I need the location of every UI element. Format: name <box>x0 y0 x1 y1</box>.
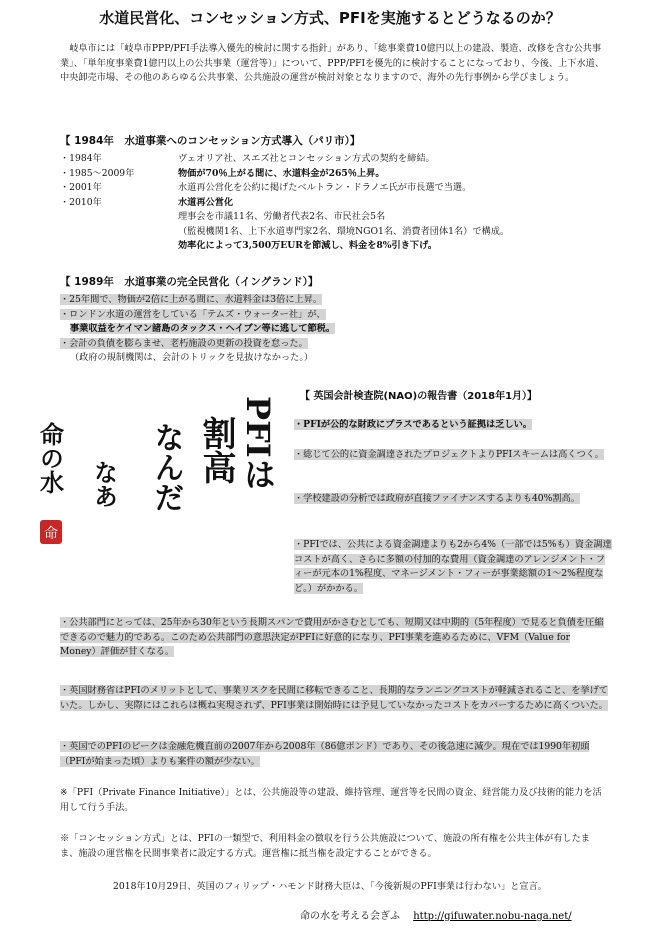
calligraphy-image <box>16 382 284 582</box>
website-link[interactable]: http://gifuwater.nobu-naga.net/ <box>413 911 572 922</box>
page-title: 水道民営化、コンセッション方式、PFIを実施するとどうなるのか？ <box>99 9 561 27</box>
timeline-sub-line: （監視機関1名、上下水道専門家2名、環境NGO1名、消費者団体1名）で構成。 <box>178 225 510 237</box>
organization-signature <box>300 910 572 925</box>
calligraphy-text: なんだ <box>148 422 184 512</box>
timeline-text: 物価が70％上がる間に、水道料金が265％上昇。 <box>178 167 385 179</box>
calligraphy-text: 命の水 <box>35 422 65 494</box>
concession-note: ※「コンセッション方式」とは、PFIの一類型で、利用料金の徴収を行う公共施設について、施設の所有権を公共主体が有したまま、施設の運営権を民間事業者に設定する方式。運営権に抵当権を設定することができる。 <box>60 833 590 859</box>
list-item: （政府の規制機関は、会計のトリックを見抜けなかった。） <box>70 352 314 363</box>
timeline-sub-line: 効率化によって3,500万EURを節減し、料金を8%引き下げ。 <box>178 240 438 251</box>
timeline-text: 水道再公営化を公約に掲げたベルトラン・ドラノエ氏が市長選で当選。 <box>178 182 472 193</box>
calligraphy-text: 割高 <box>196 416 236 484</box>
timeline-year: ・2001年 <box>60 182 102 193</box>
public-sector-paragraph: ・公共部門にとっては、25年から30年という長期スパンで費用がかさむとしても、短期又は中期的（5年程度）で見ると負債を圧縮できるので魅力的である。このため公共部門の意思決定がPFIに好意的になり、PFI事業を進めるために、VFM（Value for Money）評価が甘くなる。 <box>60 617 604 657</box>
paris-timeline <box>60 152 620 254</box>
nao-point: ・総じて公的に資金調達されたプロジェクトよりPFIスキームは高くつく。 <box>294 449 604 460</box>
timeline-sub-line: 理事会を市議11名、労働者代表2名、市民社会5名 <box>178 211 386 222</box>
calligraphy-text: なあ <box>89 460 119 508</box>
paris-heading: 【 1984年 水道事業へのコンセッション方式導入（パリ市）】 <box>60 135 361 147</box>
timeline-row <box>60 167 620 182</box>
nao-point: ・PFIでは、公共による資金調達よりも2から4%（一部では5%も）資金調達コストが高く、さらに多額の付加的な費用（資金調達のアレンジメント・フィーが元本の1%程度、マネージメント・フィーが事業総額の1～2%程度など。）がかかる。 <box>294 539 612 594</box>
list-item: ・会計の負債を膨らませ、老朽施設の更新の投資を怠った。 <box>60 337 308 349</box>
england-list <box>60 293 440 366</box>
england-heading: 【 1989年 水道事業の完全民営化（イングランド）】 <box>60 276 319 288</box>
timeline-row <box>60 152 620 167</box>
footer-date-line: 2018年10月29日、英国のフィリップ・ハモンド財務大臣は、「今後新規のPFI事業は行わない」と宣言。 <box>113 881 547 892</box>
list-item: ・ロンドン水道の運営をしている「テムズ・ウォーター社」が、 <box>60 308 326 320</box>
seal-text: 命 <box>44 526 58 542</box>
timeline-row <box>60 181 620 196</box>
intro-paragraph: 岐阜市には「岐阜市PPP/PFI手法導入優先的検討に関する指針」があり、「総事業費10億円以上の建設、製造、改修を含む公共事業」、「単年度事業費1億円以上の公共事業（運営等）」について、PPP/PFIを優先的に検討することになっており、今後、上下水道、中央卸売市場、その他のあらゆる公共事業、公共施設の運営が検討対象となりますので、海外の先行事例から学びましょう。 <box>60 43 605 83</box>
list-item: ・25年間で、物価が2倍に上がる間に、水道料金は3倍に上昇。 <box>60 294 323 305</box>
timeline-row <box>60 196 620 211</box>
timeline-text: 水道再公営化 <box>178 196 234 208</box>
nao-point: ・PFIが公的な財政にプラスであるという証拠は乏しい。 <box>294 419 532 430</box>
timeline-year: ・2010年 <box>60 196 102 208</box>
timeline-year: ・1985～2009年 <box>60 167 135 179</box>
peak-paragraph: ・英国でのPFIのピークは金融危機直前の2007年から2008年（86億ポンド）であり、その後急速に減少。現在では1990年初頭（PFIが始まった頃）よりも案件の額が少ない。 <box>60 741 590 767</box>
treasury-paragraph: ・英国財務省はPFIのメリットとして、事業リスクを民間に移転できること、長期的なランニングコストが軽減されること、を挙げていた。しかし、実際にはこれらは概ね実現されず、PFI事業は開始時には予見していなかったコストをカバーするために高くついた。 <box>60 685 608 711</box>
timeline-text: ヴェオリア社、スエズ社とコンセッション方式の契約を締結。 <box>178 153 435 164</box>
timeline-year: ・1984年 <box>60 153 102 164</box>
organization-name: 命の水を考える会ぎふ <box>300 911 400 922</box>
pfi-note: ※「PFI（Private Finance Initiative）」とは、公共施設等の建設、維持管理、運営等を民間の資金、経営能力及び技術的能力を活用して行う手法。 <box>60 787 602 813</box>
calligraphy-text: PFIは <box>239 396 277 490</box>
nao-heading: 【 英国会計検査院(NAO)の報告書（2018年1月）】 <box>300 391 538 402</box>
nao-point: ・学校建設の分析では政府が直接ファイナンスするよりも40%割高。 <box>294 493 580 504</box>
list-item: 事業収益をケイマン諸島のタックス・ヘイブン等に逃して節税。 <box>70 323 336 334</box>
